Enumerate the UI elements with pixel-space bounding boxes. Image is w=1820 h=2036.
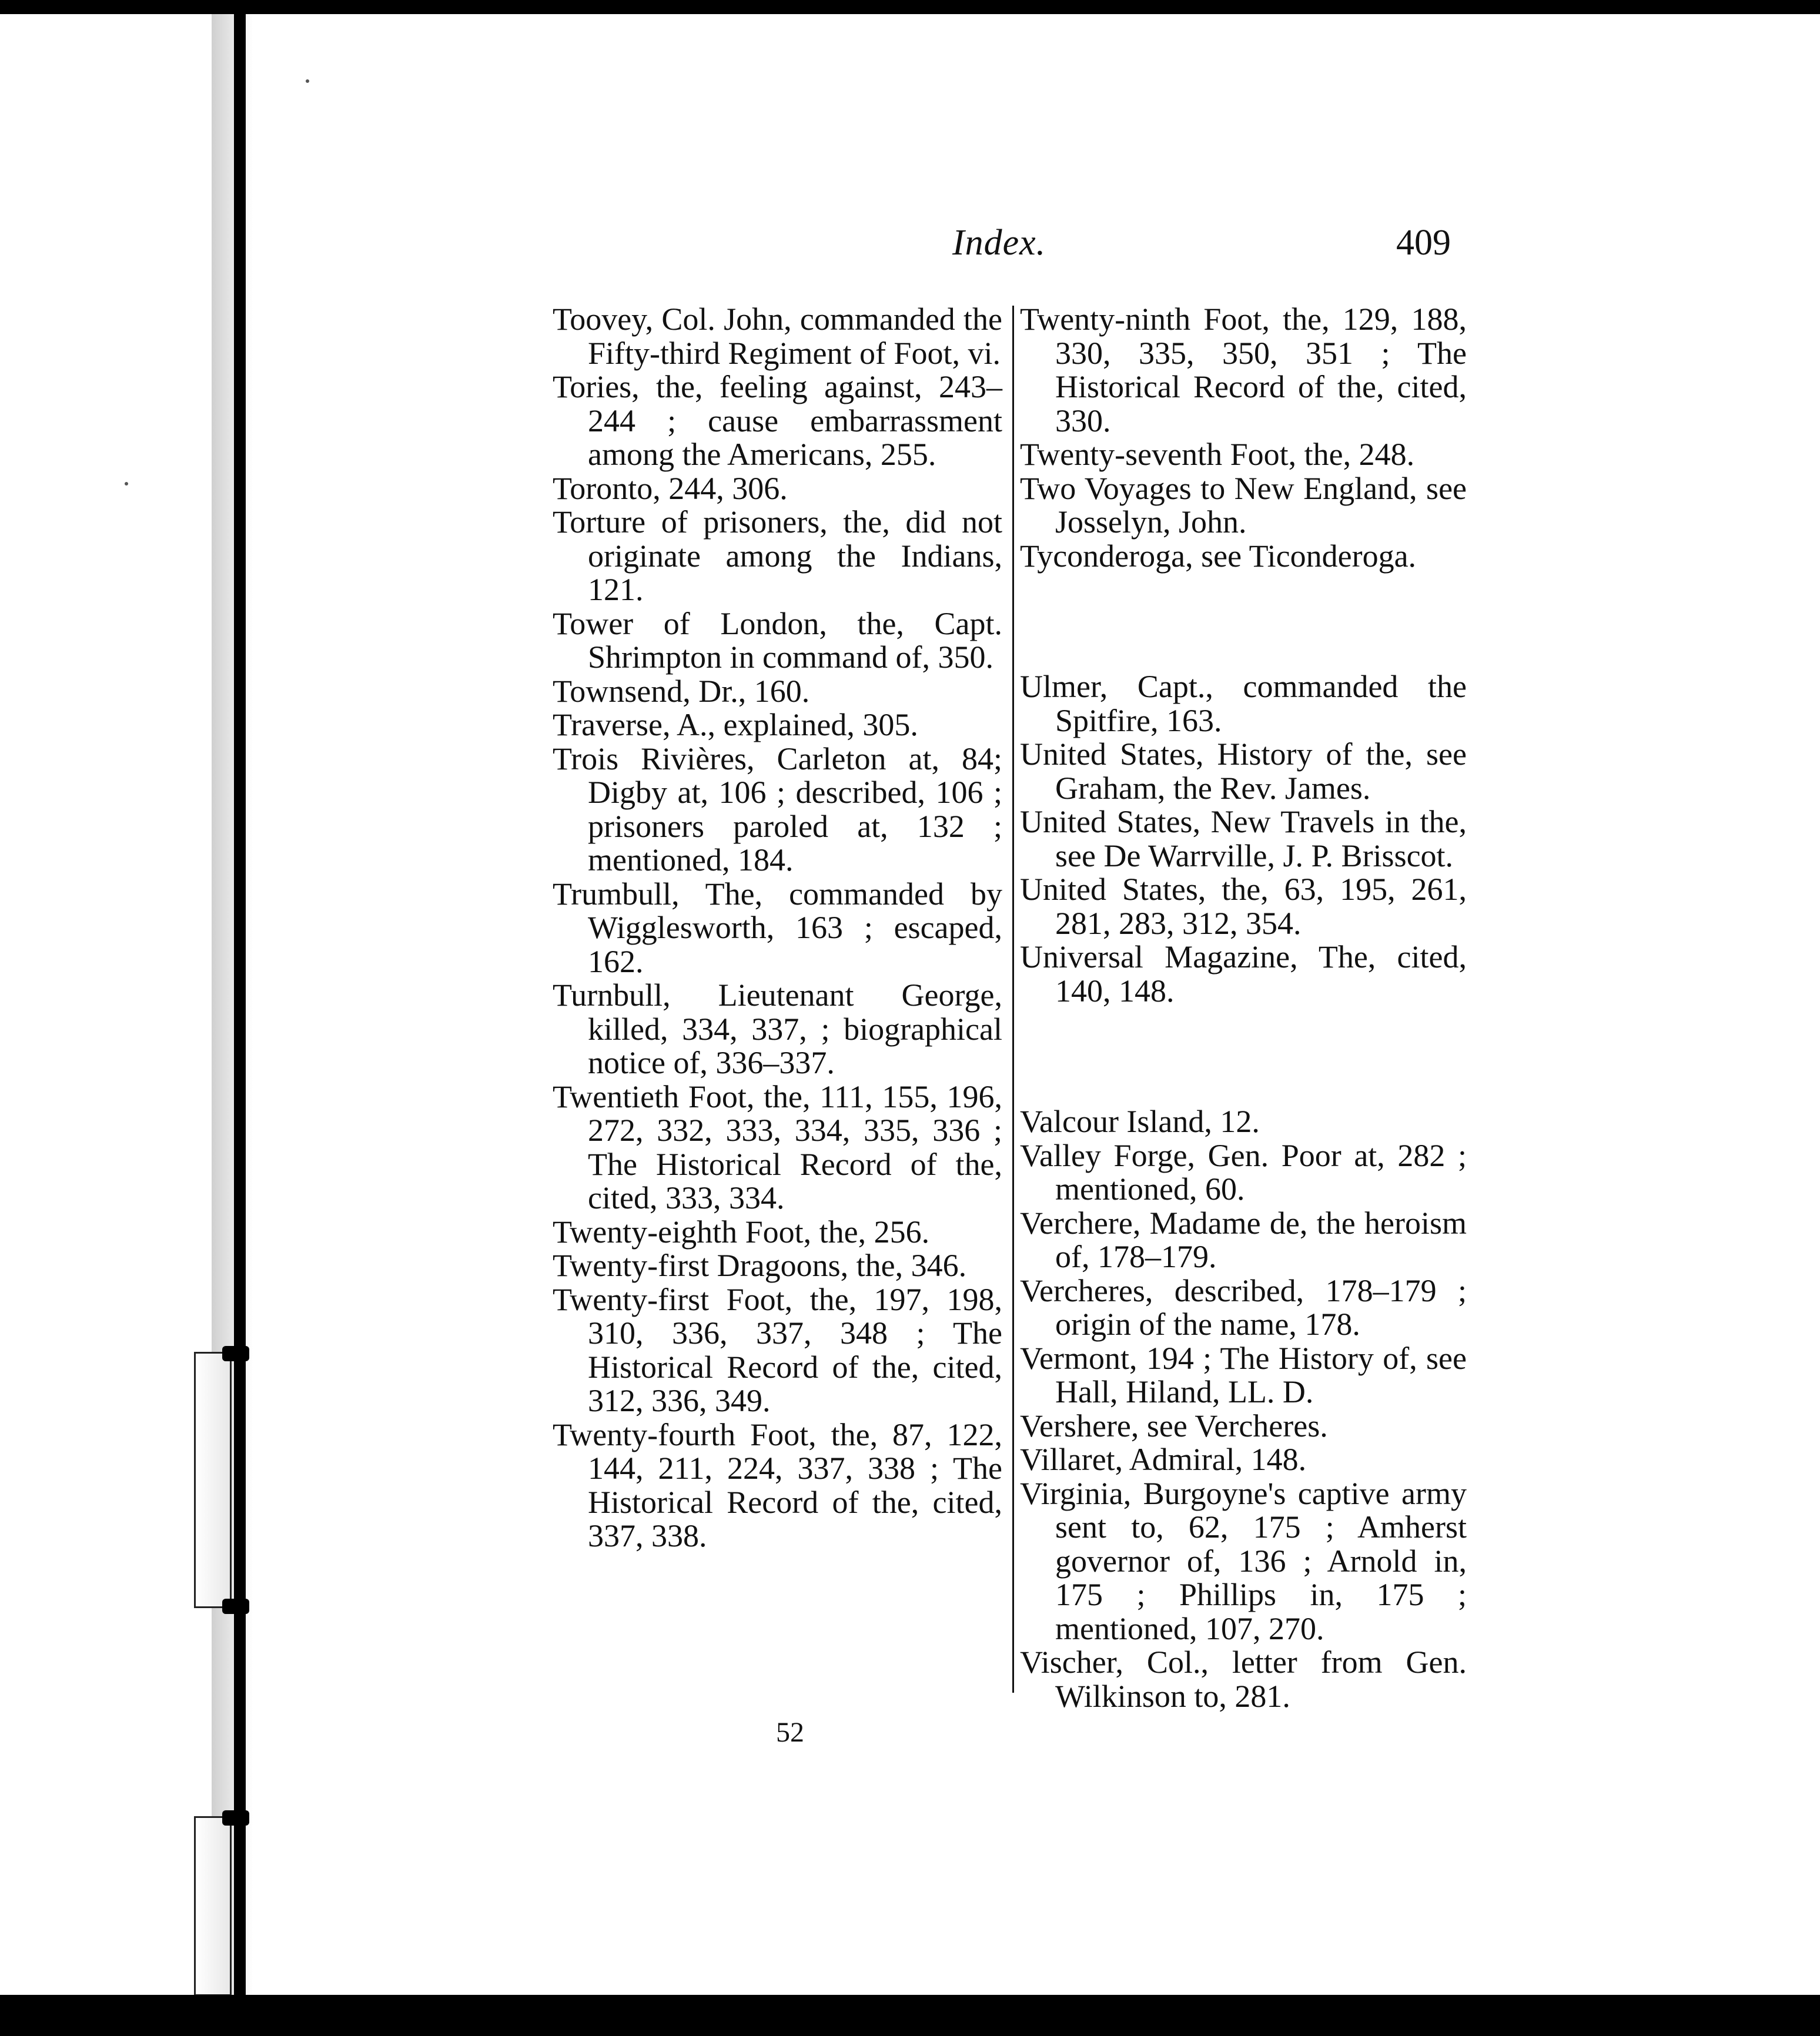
index-entry: Twenty-eighth Foot, the, 256.: [553, 1214, 930, 1250]
index-entry: Torture of prisoners, the, did not originate among the Indians, 121.: [553, 504, 1002, 607]
index-entry: Twenty-fourth Foot, the, 87, 122, 144, 211, 224, 337, 338 ; The Historical Record of the, cited, 337, 338.: [553, 1417, 1002, 1553]
index-entry: Vershere, see Vercheres.: [1020, 1408, 1328, 1444]
index-entry: Trois Rivières, Carleton at, 84; Digby at, 106 ; described, 106 ; prisoners paroled at, 132 ; mentioned, 184.: [553, 741, 1002, 878]
index-entry: Vischer, Col., letter from Gen. Wilkinson to, 281.: [1020, 1645, 1467, 1714]
index-entry: Valcour Island, 12.: [1020, 1104, 1260, 1139]
page-gutter-shadow: [212, 14, 253, 1995]
index-entry: Twenty-first Dragoons, the, 346.: [553, 1248, 967, 1283]
letter-section-gap: [1020, 1040, 1467, 1073]
index-entry: Turnbull, Lieutenant George, killed, 334, 337, ; biographical notice of, 336–337.: [553, 977, 1002, 1080]
book-binding-edge: [234, 14, 246, 1995]
index-entry: Tories, the, feeling against, 243–244 ; cause embarrassment among the Americans, 255.: [553, 369, 1002, 472]
index-entry: Villaret, Admiral, 148.: [1020, 1442, 1307, 1477]
binding-knob: [222, 1599, 249, 1614]
index-entry: Vermont, 194 ; The History of, see Hall, Hiland, LL. D.: [1020, 1340, 1467, 1409]
scan-speck: [306, 79, 309, 83]
letter-section-gap: [1020, 605, 1467, 638]
scan-top-border: [0, 0, 1820, 14]
index-entry: Twenty-first Foot, the, 197, 198, 310, 336, 337, 348 ; The Historical Record of the, cited, 312, 336, 349.: [553, 1281, 1002, 1418]
scan-bottom-border: [0, 1995, 1820, 2036]
index-entry: Tyconderoga, see Ticonderoga.: [1020, 538, 1417, 574]
index-entry: Universal Magazine, The, cited, 140, 148.: [1020, 939, 1467, 1009]
index-entry: Ulmer, Capt., commanded the Spitfire, 163.: [1020, 669, 1467, 738]
index-entry: Verchere, Madame de, the heroism of, 178–179.: [1020, 1205, 1467, 1274]
index-entry: Toronto, 244, 306.: [553, 470, 788, 506]
index-entry: United States, New Travels in the, see De Warrville, J. P. Brisscot.: [1020, 804, 1467, 873]
index-entry: Twenty-seventh Foot, the, 248.: [1020, 437, 1415, 472]
binding-clip-upper: [194, 1352, 232, 1608]
index-entry: Townsend, Dr., 160.: [553, 673, 810, 709]
running-header-title: Index.: [952, 223, 1046, 263]
index-entry: Twenty-ninth Foot, the, 129, 188, 330, 335, 350, 351 ; The Historical Record of the, cited, 330.: [1020, 302, 1467, 438]
index-entry: Traverse, A., explained, 305.: [553, 707, 918, 742]
binding-clip-lower: [194, 1816, 232, 1996]
binding-knob: [222, 1810, 249, 1826]
index-entry: Twentieth Foot, the, 111, 155, 196, 272, 332, 333, 334, 335, 336 ; The Historical Record of the, cited, 333, 334.: [553, 1079, 1002, 1215]
index-column-right: [1020, 303, 1467, 1713]
page-number: 409: [1396, 223, 1451, 263]
scan-speck: [125, 482, 128, 485]
index-entry: Two Voyages to New England, see Josselyn, John.: [1020, 470, 1467, 540]
signature-mark: 52: [776, 1717, 804, 1748]
index-entry: Valley Forge, Gen. Poor at, 282 ; mentioned, 60.: [1020, 1137, 1467, 1207]
index-entry: Virginia, Burgoyne's captive army sent to, 62, 175 ; Amherst governor of, 136 ; Arnold in, 175 ; Phillips in, 175 ; mentioned, 107, 270.: [1020, 1475, 1467, 1646]
index-entry: Toovey, Col. John, commanded the Fifty-third Regiment of Foot, vi.: [553, 302, 1002, 371]
index-entry: Trumbull, The, commanded by Wigglesworth, 163 ; escaped, 162.: [553, 876, 1002, 979]
index-entry: United States, History of the, see Graham, the Rev. James.: [1020, 736, 1467, 806]
column-divider: [1012, 306, 1014, 1693]
index-entry: Vercheres, described, 178–179 ; origin of the name, 178.: [1020, 1272, 1467, 1342]
binding-knob: [222, 1346, 249, 1361]
index-entry: Tower of London, the, Capt. Shrimpton in command of, 350.: [553, 605, 1002, 675]
index-entry: United States, the, 63, 195, 261, 281, 283, 312, 354.: [1020, 872, 1467, 941]
index-column-left: [553, 303, 1002, 1553]
